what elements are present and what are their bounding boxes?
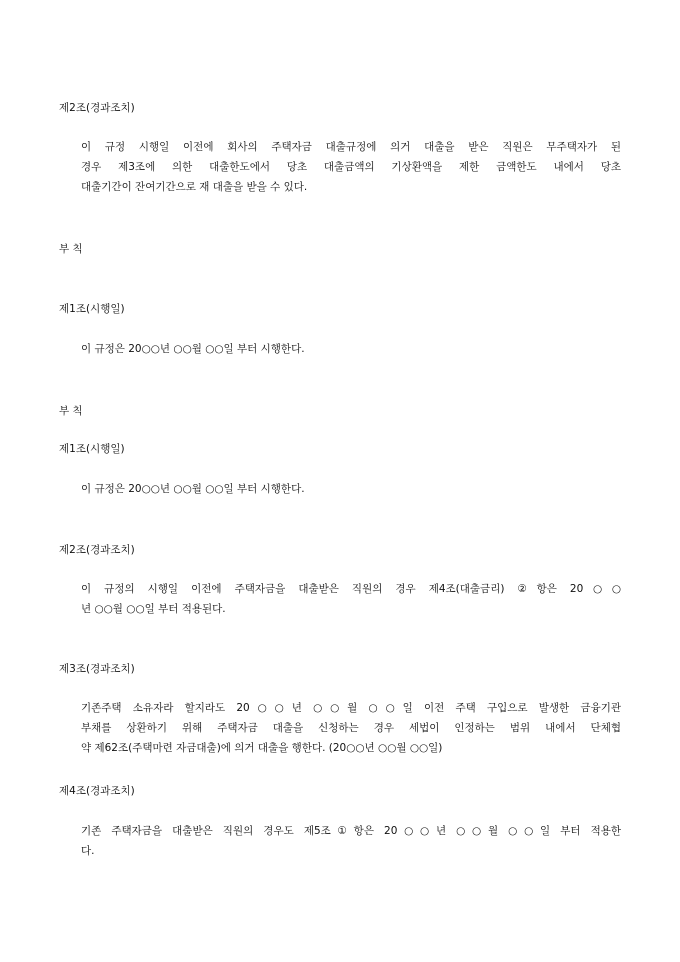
paragraph-line: 약 제62조(주택마련 자금대출)에 의거 대출을 행한다. (20○○년 ○○월 ○○일) [81, 742, 443, 754]
article-3-paragraph [81, 698, 621, 758]
paragraph-line: 이 규정의 시행일 이전에 주택자금을 대출받은 직원의 경우 제4조(대출금리) ②항은 20○○ [81, 583, 621, 595]
paragraph-line: 기존주택 소유자라 할지라도 20○○년 ○○월 ○○일 이전 주택 구입으로 발생한 금융기관 [81, 702, 621, 714]
article-4-heading: 제4조(경과조치) [59, 785, 135, 797]
paragraph-line: 년 ○○월 ○○일 부터 적용된다. [81, 603, 226, 615]
paragraph-line: 이 규정은 20○○년 ○○월 ○○일 부터 시행한다. [81, 343, 305, 355]
paragraph-line: 다. [81, 845, 95, 857]
article-2-paragraph [81, 137, 621, 197]
article-2-heading: 제2조(경과조치) [59, 102, 135, 114]
paragraph-line: 경우 제3조에 의한 대출한도에서 당초 대출금액의 기상환액을 제한 금액한도 내에서 당초 [81, 161, 621, 173]
article-3-heading: 제3조(경과조치) [59, 663, 135, 675]
article-1-heading-2: 제1조(시행일) [59, 443, 125, 455]
article-2-heading-2: 제2조(경과조치) [59, 544, 135, 556]
paragraph-line: 이 규정 시행일 이전에 회사의 주택자금 대출규정에 의거 대출을 받은 직원은 무주택자가 된 [81, 141, 621, 153]
article-1-heading: 제1조(시행일) [59, 303, 125, 315]
article-1-paragraph-2 [81, 479, 621, 499]
paragraph-line: 대출기간이 잔여기간으로 재 대출을 받을 수 있다. [81, 181, 308, 193]
paragraph-line: 이 규정은 20○○년 ○○월 ○○일 부터 시행한다. [81, 483, 305, 495]
article-1-paragraph [81, 339, 621, 359]
addenda-heading-2: 부 칙 [59, 405, 83, 417]
paragraph-line: 기존 주택자금을 대출받은 직원의 경우도 제5조①항은 20○○년 ○○월 ○○일 부터 적용한 [81, 825, 621, 837]
paragraph-line: 부채를 상환하기 위해 주택자금 대출을 신청하는 경우 세법이 인정하는 범위 내에서 단체협 [81, 722, 621, 734]
article-2-paragraph-2 [81, 579, 621, 619]
addenda-heading: 부 칙 [59, 243, 83, 255]
article-4-paragraph [81, 821, 621, 861]
